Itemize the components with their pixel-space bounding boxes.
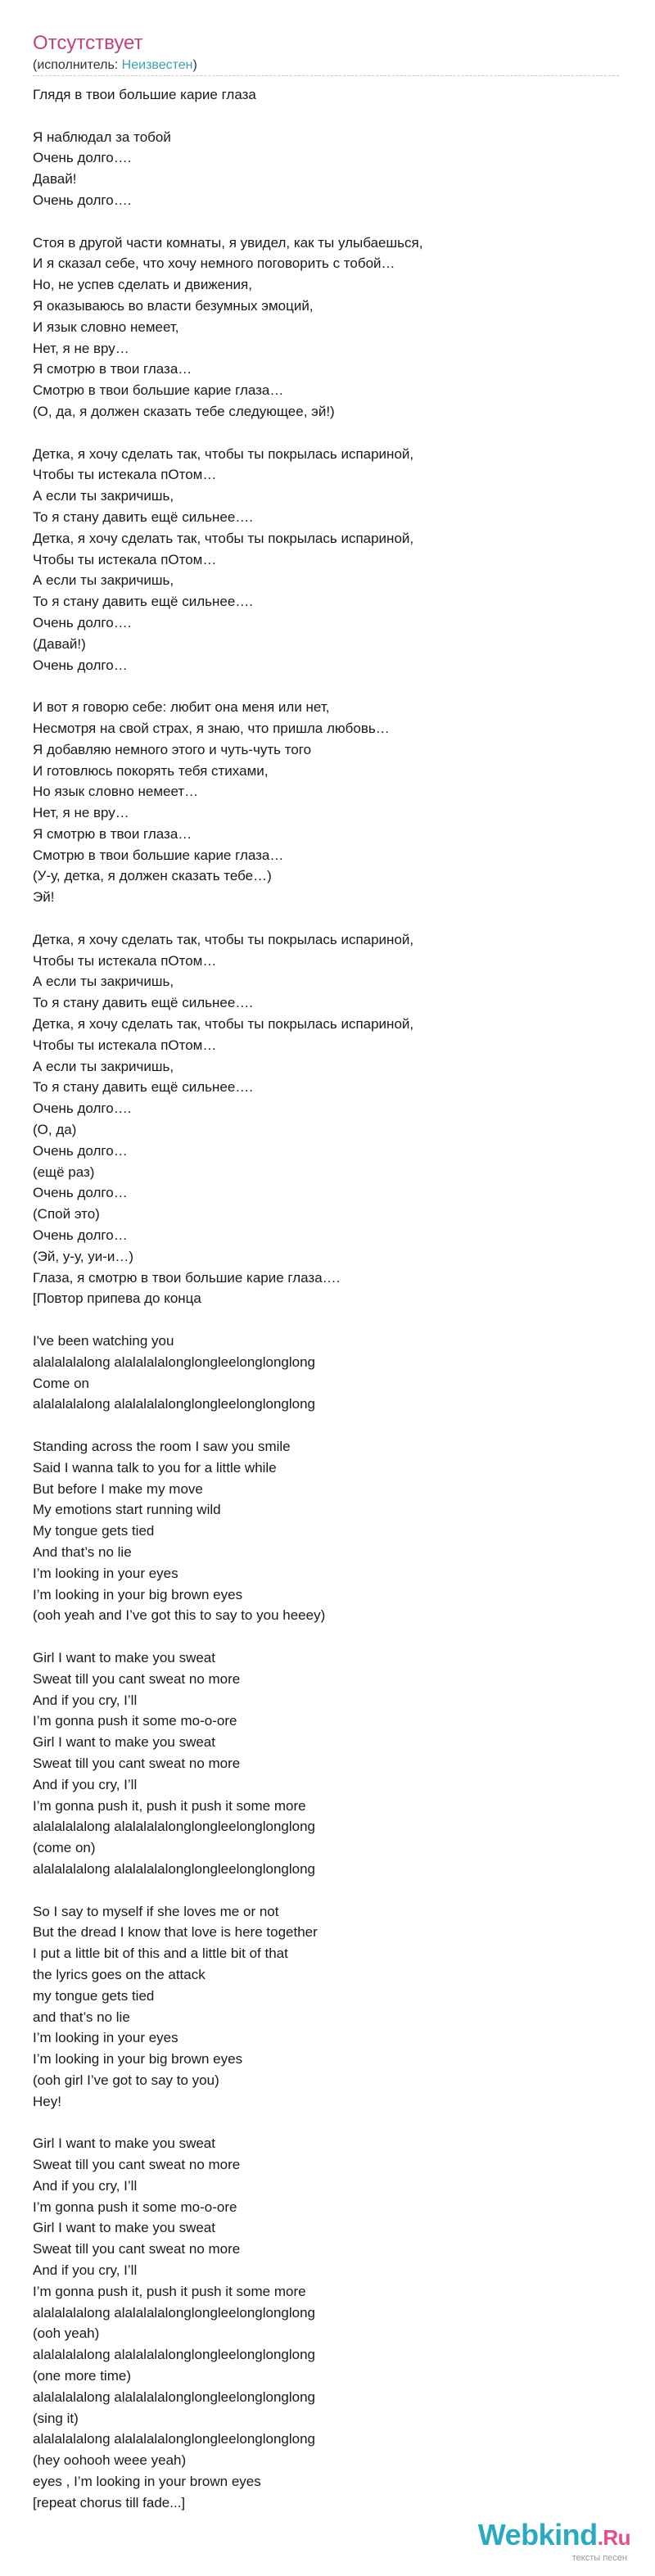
lyrics-line: (О, да) [33, 1122, 77, 1138]
lyrics-line: (У-у, детка, я должен сказать тебе…) [33, 868, 272, 884]
performer-prefix: (исполнитель: [33, 58, 122, 72]
performer-link[interactable]: Неизвестен [121, 58, 193, 72]
lyrics-line: alalalalalong alalalalalonglongleelonglonglong [33, 2304, 316, 2321]
lyrics-line: Давай! [33, 171, 77, 188]
lyrics-line: I’m gonna push it some mo-o-ore [33, 2199, 237, 2215]
lyrics-line: (Спой это) [33, 1206, 100, 1222]
lyrics-line: I’m looking in your big brown eyes [33, 1586, 243, 1602]
lyrics-stanza [33, 1331, 622, 1415]
lyrics-line: Чтобы ты истекала пОтом… [33, 551, 217, 567]
performer-suffix: ) [192, 58, 197, 72]
lyrics-line: I’m looking in your eyes [33, 1565, 178, 1581]
lyrics-line: Очень долго…. [33, 1100, 132, 1117]
lyrics-line: I’m gonna push it, push it push it some more [33, 2283, 306, 2299]
lyrics-line: Come on [33, 1375, 89, 1391]
lyrics-line: А если ты закричишь, [33, 974, 174, 990]
lyrics-line: А если ты закричишь, [33, 572, 174, 589]
lyrics-line: И вот я говорю себе: любит она меня или нет, [33, 699, 330, 716]
lyrics-line: I've been watching you [33, 1333, 174, 1349]
lyrics-line: Нет, я не вру… [33, 805, 129, 821]
lyrics-stanza [33, 84, 622, 106]
lyrics-line: Я оказываюсь во власти безумных эмоций, [33, 297, 314, 314]
lyrics-line: alalalalalong alalalalalonglongleelonglonglong [33, 1396, 316, 1412]
lyrics-line: И язык словно немеет, [33, 319, 179, 335]
lyrics-line: Детка, я хочу сделать так, чтобы ты покрылась испариной, [33, 530, 414, 546]
lyrics-line: Чтобы ты истекала пОтом… [33, 1037, 217, 1053]
lyrics-line: So I say to myself if she loves me or not [33, 1903, 279, 1919]
lyrics-line: My tongue gets tied [33, 1523, 155, 1539]
lyrics-line: Но, не успев сделать и движения, [33, 277, 252, 293]
lyrics-line: (one more time) [33, 2368, 131, 2384]
lyrics-line: I’m gonna push it, push it push it some more [33, 1797, 306, 1814]
lyrics-line: the lyrics goes on the attack [33, 1966, 206, 1982]
lyrics-line: Hey! [33, 2093, 61, 2109]
lyrics-line: my tongue gets tied [33, 1987, 155, 2004]
lyrics-line: I put a little bit of this and a little bit of that [33, 1946, 288, 1962]
lyrics-line: But before I make my move [33, 1480, 203, 1497]
lyrics-line: Очень долго…. [33, 150, 132, 166]
lyrics-line: Sweat till you cant sweat no more [33, 1755, 241, 1771]
lyrics-line: Я наблюдал за тобой [33, 129, 171, 145]
lyrics-line: То я стану давить ещё сильнее…. [33, 1079, 254, 1096]
lyrics-line: Чтобы ты истекала пОтом… [33, 952, 217, 969]
lyrics-line: alalalalalong alalalalalonglongleelonglonglong [33, 1860, 316, 1877]
performer-line [33, 57, 622, 74]
logo-ru: .Ru [597, 2525, 630, 2550]
lyrics-line: Sweat till you cant sweat no more [33, 1670, 241, 1687]
logo-kind: kind [538, 2518, 598, 2551]
lyrics-line: Я смотрю в твои глаза… [33, 361, 192, 377]
lyrics-stanza [33, 1436, 622, 1626]
lyrics-line: (О, да, я должен сказать тебе следующее, эй!) [33, 403, 335, 419]
lyrics-line: [Повтор припева до конца [33, 1290, 201, 1307]
lyrics-line: То я стану давить ещё сильнее…. [33, 508, 254, 525]
lyrics-line: Очень долго… [33, 657, 128, 673]
lyrics-line: И я сказал себе, что хочу немного поговорить с тобой… [33, 255, 395, 272]
lyrics-line: alalalalalong alalalalalonglongleelonglonglong [33, 2431, 316, 2447]
lyrics-stanza [33, 929, 622, 1309]
lyrics-line: Нет, я не вру… [33, 340, 129, 356]
lyrics-line: I’m gonna push it some mo-o-ore [33, 1713, 237, 1729]
lyrics-line: А если ты закричишь, [33, 1058, 174, 1074]
lyrics-stanza [33, 444, 622, 676]
lyrics-line: (Давай!) [33, 635, 86, 652]
lyrics-line: And that’s no lie [33, 1543, 132, 1560]
header-divider [33, 75, 619, 76]
lyrics-line: [repeat chorus till fade...] [33, 2494, 186, 2510]
lyrics-line: Girl I want to make you sweat [33, 2135, 215, 2152]
lyrics-line: То я стану давить ещё сильнее…. [33, 594, 254, 610]
lyrics-line: and that’s no lie [33, 2009, 130, 2025]
lyrics-line: (Эй, у-у, уи-и…) [33, 1248, 134, 1264]
lyrics-line: (sing it) [33, 2410, 79, 2426]
lyrics-line: And if you cry, I’ll [33, 1692, 138, 1708]
lyrics-line: (ooh yeah) [33, 2325, 100, 2342]
lyrics-line: I’m looking in your eyes [33, 2030, 178, 2046]
lyrics-line: Детка, я хочу сделать так, чтобы ты покрылась испариной, [33, 1016, 414, 1033]
lyrics-line: But the dread I know that love is here together [33, 1924, 318, 1941]
lyrics-line: Said I wanna talk to you for a little while [33, 1459, 277, 1476]
lyrics-line: Sweat till you cant sweat no more [33, 2241, 241, 2257]
logo-wordmark [470, 2519, 630, 2554]
logo-web: Web [477, 2518, 539, 2551]
lyrics-line: (come on) [33, 1840, 96, 1856]
lyrics-line: Очень долго… [33, 1142, 128, 1159]
lyrics-line: alalalalalong alalalalalonglongleelonglonglong [33, 1819, 316, 1835]
lyrics-line: Очень долго…. [33, 614, 132, 630]
lyrics-line: And if you cry, I’ll [33, 2177, 138, 2194]
lyrics-line: Girl I want to make you sweat [33, 1649, 215, 1665]
lyrics-line: Несмотря на свой страх, я знаю, что пришла любовь… [33, 720, 390, 736]
lyrics-line: Girl I want to make you sweat [33, 2220, 215, 2236]
lyrics-line: Смотрю в твои большие карие глаза… [33, 382, 284, 399]
lyrics-line: Глядя в твои большие карие глаза [33, 87, 256, 102]
lyrics-line: eyes , I’m looking in your brown eyes [33, 2474, 261, 2490]
lyrics-line: (ooh yeah and I’ve got this to say to you heeey) [33, 1607, 326, 1624]
lyrics-line: alalalalalong alalalalalonglongleelonglonglong [33, 2388, 316, 2405]
song-page [33, 0, 622, 2534]
lyrics-line: Очень долго… [33, 1185, 128, 1201]
song-title: Отсутствует [33, 32, 143, 54]
lyrics-line: И готовлюсь покорять тебя стихами, [33, 762, 269, 779]
lyrics-line: alalalalalong alalalalalonglongleelonglonglong [33, 1354, 316, 1370]
lyrics-line: Standing across the room I saw you smile [33, 1439, 291, 1454]
lyrics-line: I’m looking in your big brown eyes [33, 2051, 243, 2068]
lyrics-line: Эй! [33, 889, 55, 906]
lyrics-line: My emotions start running wild [33, 1502, 221, 1518]
logo-tagline: тексты песен [571, 2553, 627, 2563]
lyrics-line: (ещё раз) [33, 1164, 95, 1180]
lyrics-line: Детка, я хочу сделать так, чтобы ты покрылась испариной, [33, 445, 414, 462]
lyrics-line: Girl I want to make you sweat [33, 1734, 215, 1751]
lyrics-line: Очень долго…. [33, 192, 132, 208]
lyrics-line: Очень долго… [33, 1227, 128, 1244]
lyrics-line: Я добавляю немного этого и чуть-чуть того [33, 741, 312, 757]
lyrics-line: And if you cry, I’ll [33, 1776, 138, 1792]
lyrics-stanza [33, 233, 622, 423]
lyrics-body [33, 84, 622, 2514]
lyrics-stanza [33, 2133, 622, 2513]
lyrics-line: alalalalalong alalalalalonglongleelonglonglong [33, 2347, 316, 2363]
lyrics-line: То я стану давить ещё сильнее…. [33, 995, 254, 1011]
lyrics-line: Стоя в другой части комнаты, я увидел, как ты улыбаешься, [33, 234, 423, 251]
lyrics-line: Смотрю в твои большие карие глаза… [33, 847, 284, 863]
lyrics-line: Sweat till you cant sweat no more [33, 2157, 241, 2173]
lyrics-stanza [33, 1901, 622, 2113]
lyrics-stanza [33, 697, 622, 908]
lyrics-line: And if you cry, I’ll [33, 2262, 138, 2279]
webkind-logo[interactable] [470, 2519, 630, 2568]
lyrics-line: Глаза, я смотрю в твои большие карие глаза…. [33, 1269, 341, 1286]
lyrics-line: Чтобы ты истекала пОтом… [33, 467, 217, 483]
lyrics-stanza [33, 1647, 622, 1880]
lyrics-line: Детка, я хочу сделать так, чтобы ты покрылась испариной, [33, 931, 414, 947]
lyrics-line: Я смотрю в твои глаза… [33, 825, 192, 842]
lyrics-line: Но язык словно немеет… [33, 784, 199, 800]
lyrics-line: (hey oohooh weee yeah) [33, 2452, 187, 2469]
lyrics-stanza [33, 127, 622, 211]
lyrics-line: (ooh girl I’ve got to say to you) [33, 2072, 219, 2088]
lyrics-line: А если ты закричишь, [33, 488, 174, 504]
